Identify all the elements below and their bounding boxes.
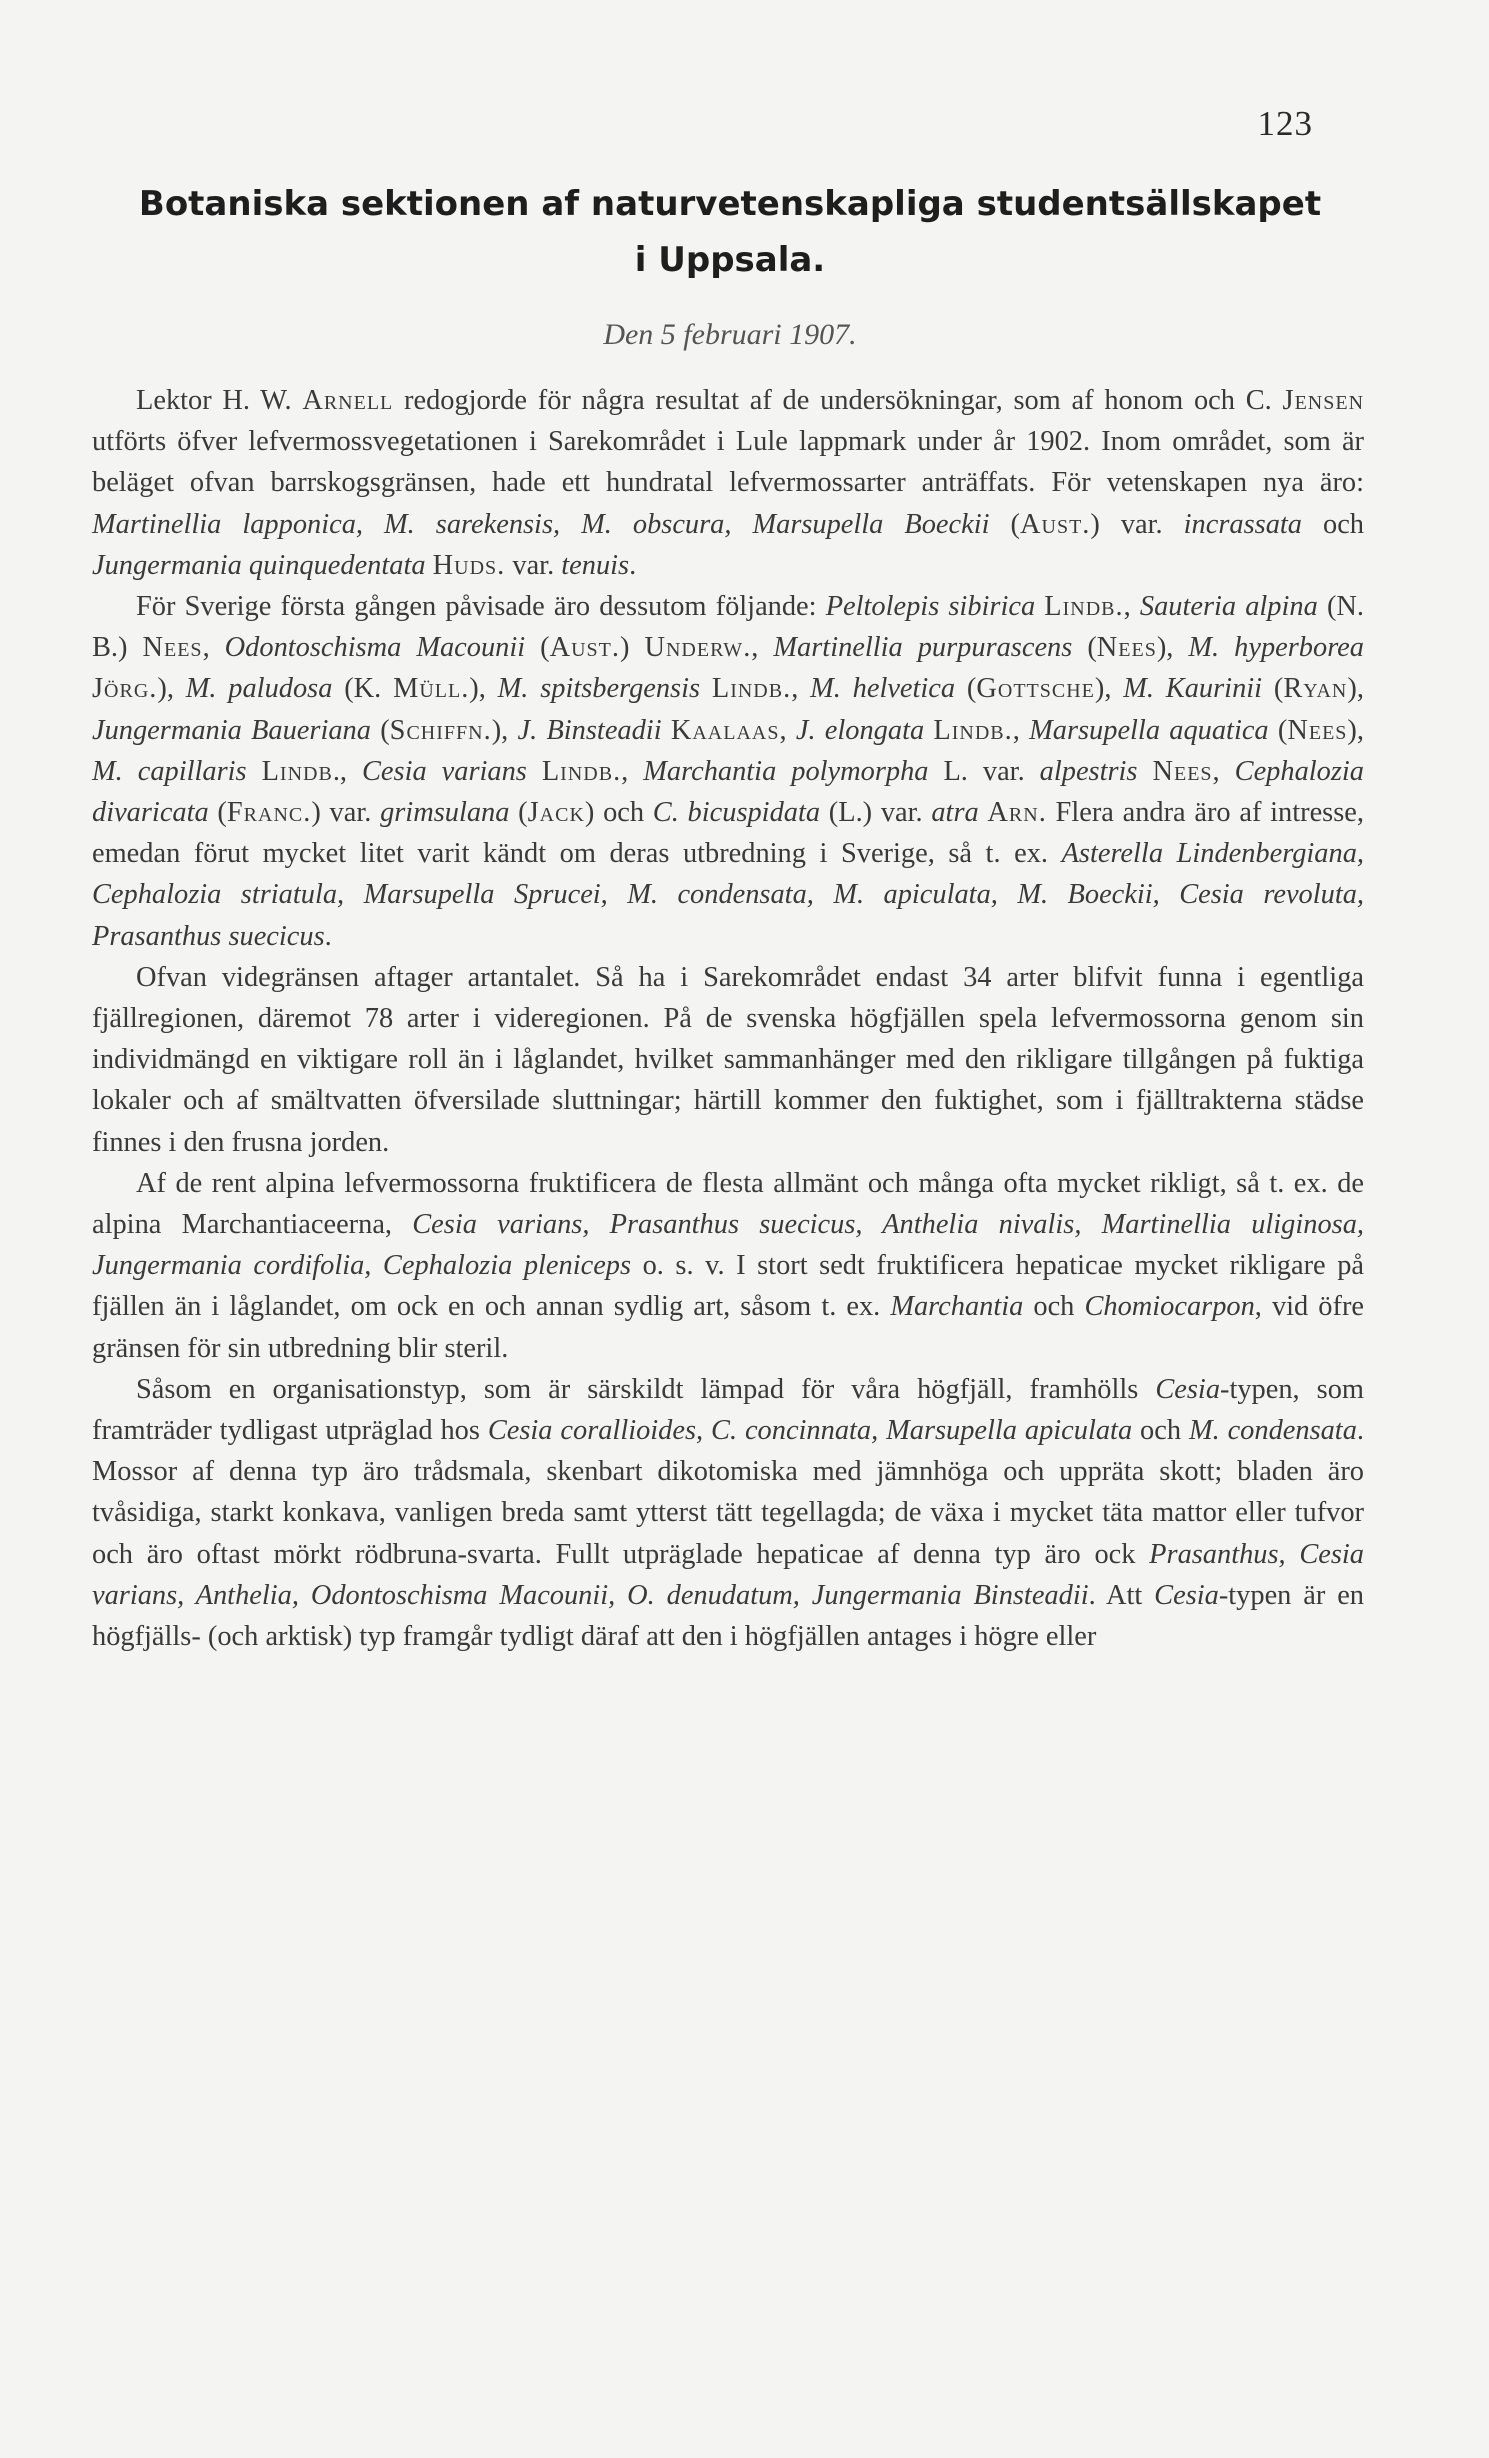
p2-text: ( [370, 714, 390, 746]
p2-text: ), [469, 673, 498, 705]
species-name: Cesia [1155, 1373, 1221, 1405]
section-heading-line-2: i Uppsala. [634, 240, 826, 280]
species-name: Sauteria alpina [1139, 591, 1318, 623]
p2-text: ( [509, 797, 528, 829]
paragraph-4 [92, 1163, 1364, 1369]
species-name: J. elongata [795, 714, 925, 746]
p2-text: ), [1156, 632, 1189, 664]
species-name: Martinellia purpurascens [773, 632, 1073, 664]
species-name: Chomiocarpon [1084, 1291, 1255, 1323]
species-name: atra [931, 797, 979, 829]
species-name: M. Kaurinii [1123, 673, 1263, 705]
p2-text [527, 756, 542, 787]
species-name: M. hyperborea [1188, 632, 1364, 664]
species-name: M. helvetica [810, 673, 956, 705]
author-name: Jensen [1282, 385, 1365, 416]
author-name: Lindb. [933, 714, 1013, 746]
p4-text: o. s. v. I stort sedt fruktificera hepaticae mycket rikligare på fjällen än i låglandet, om ock en och annan sydlig art, såsom t. ex. [92, 1250, 1365, 1323]
p2-text [662, 715, 671, 746]
species-name: Marchantia polymorpha [643, 755, 929, 787]
p2-text: ( [525, 632, 550, 664]
paragraph-1 [92, 380, 1364, 586]
p2-text: , [1012, 714, 1030, 746]
species-name: Prasanthus, Cesia varians, Anthelia, Odontoschisma Macounii, O. denudatum, Jungermania Binsteadii [92, 1538, 1364, 1611]
p2-text: . [324, 920, 332, 952]
species-name: M. paludosa [185, 673, 333, 705]
p2-text: ., [332, 755, 362, 787]
p2-text [700, 673, 712, 704]
p4-text: och [1023, 1291, 1085, 1323]
p2-text [1035, 591, 1044, 622]
p2-text: , [751, 632, 774, 664]
p2-text: , [791, 673, 811, 705]
p1-text: ) var. [1090, 508, 1184, 540]
p2-text: ), [491, 714, 518, 746]
p2-text: ), [157, 673, 186, 705]
p2-text: (L.) var. [820, 797, 932, 829]
p4-text: Af de rent alpina lefvermossorna fruktificera de flesta allmänt och många ofta mycket rikligt, så t. ex. de alpina Marchantiaceerna, [92, 1167, 1364, 1241]
species-name: Cesia corallioides, C. concinnata, Marsupella apiculata [487, 1415, 1133, 1447]
p2-text: (K. [332, 673, 394, 705]
p2-text: , [779, 714, 796, 746]
author-name: Nees [142, 632, 203, 664]
p2-text: ), [1347, 673, 1364, 705]
article-body [92, 380, 1364, 1657]
author-name: Nees [1152, 755, 1213, 787]
p1-text: redogjorde för några resultat af de undersökningar, som af honom och C. [393, 385, 1283, 416]
p2-text: (N. B.) [92, 591, 1364, 664]
author-name: Nees [1287, 714, 1348, 746]
author-name: Underw. [644, 632, 752, 664]
section-heading-line-1: Botaniska sektionen af naturvetenskapliga studentsällskapet [138, 184, 1322, 224]
p5-text: -typen är en högfjälls- (och arktisk) typ framgår tydligt däraf att den i högfjällen antages i högre eller [92, 1579, 1364, 1653]
p5-text: och [1132, 1415, 1189, 1447]
p1-text: utförts öfver lefvermossvegetationen i Sarekområdet i Lule lappmark under år 1902. Inom området, som är beläget ofvan barrskogsgränsen, hade ett hundratal lefvermossarter anträffats. För vetenskapen nya äro: [92, 426, 1364, 499]
species-name: Martinellia lapponica, M. sarekensis, M. obscura, Marsupella Boeckii [92, 508, 990, 540]
author-name: Franc. [226, 797, 312, 829]
species-name: tenuis [561, 549, 630, 581]
author-name: Aust. [1020, 508, 1091, 540]
p2-text: , [202, 632, 225, 664]
author-name: Gottsche [976, 673, 1095, 705]
author-name: Arn. [987, 797, 1047, 829]
species-name: J. Binsteadii [517, 714, 662, 746]
paragraph-2 [92, 586, 1364, 957]
species-name: Cephalozia divaricata [92, 755, 1364, 829]
p2-text [1137, 756, 1152, 787]
author-name: Jack [527, 797, 585, 829]
p2-text: ( [955, 673, 977, 705]
species-name: Marsupella aquatica [1029, 714, 1269, 746]
author-name: Lindb. [541, 755, 622, 787]
species-name: M. spitsbergensis [497, 673, 701, 705]
author-name: Schiffn. [389, 714, 492, 746]
p2-text: ) [620, 632, 645, 664]
species-name: incrassata [1183, 508, 1302, 540]
author-name: Arnell [302, 385, 394, 416]
section-heading [90, 176, 1370, 288]
p2-text: För Sverige första gången påvisade äro dessutom följande: [136, 591, 826, 623]
author-name: Jörg. [92, 673, 158, 705]
author-name: Ryan [1283, 673, 1348, 705]
paragraph-3: Ofvan videgränsen aftager artantalet. Så ha i Sarekområdet endast 34 arter blifvit funna i egentliga fjällregionen, däremot 78 arter i videregionen. På de svenska högfjällen spela lefvermossorna genom sin individmängd en viktigare roll än i låglandet, hvilket sammanhänger med den rikligare tillgången på fuktiga lokaler och af smältvatten öfversilade sluttningar; härtill kommer den fuktighet, som i fjälltrakterna städse finnes i den frusna jorden. [92, 961, 1364, 1158]
p2-text: Flera andra äro af intresse, emedan förut mycket litet varit kändt om deras utbredning i Sverige, så t. ex. [92, 797, 1364, 870]
author-name: Lindb. [1044, 591, 1124, 623]
species-name: Cesia varians [362, 755, 527, 787]
author-name: Nees [1096, 632, 1157, 664]
p5-text: . Att [1088, 1579, 1155, 1611]
author-name: Huds. [432, 549, 506, 581]
p1-text: var. [505, 549, 562, 581]
species-name: Jungermania quinquedentata [92, 549, 426, 581]
p4-text: , vid öfre gränsen för sin utbredning blir steril. [92, 1291, 1364, 1364]
p2-text: ( [1072, 632, 1097, 664]
p2-text: ( [1262, 673, 1284, 705]
p2-text: L. var. [928, 755, 1040, 787]
author-name: Lindb [261, 755, 333, 787]
species-name: Asterella Lindenbergiana, Cephalozia striatula, Marsupella Sprucei, M. condensata, M. apiculata, M. Boeckii, Cesia revoluta, Prasanthus suecicus [92, 838, 1364, 952]
page-number: 123 [1257, 104, 1313, 143]
species-name: grimsulana [380, 797, 510, 829]
p2-text: ( [1268, 714, 1288, 746]
p1-text: och [1301, 508, 1364, 540]
species-name: Cesia [1154, 1579, 1219, 1611]
p1-text: . [629, 549, 637, 581]
p5-text: -typen, som framträder tydligast utpräglad hos [92, 1373, 1364, 1447]
author-name: Müll. [393, 673, 470, 705]
species-name: alpestris [1039, 755, 1138, 787]
author-name: Aust. [549, 632, 620, 664]
author-name: Kaalaas [670, 714, 780, 746]
p2-text: , [1212, 755, 1235, 787]
p2-text: , [1123, 591, 1140, 623]
species-name: Cesia varians, Prasanthus suecicus, Anthelia nivalis, Martinellia uliginosa, Jungermania cordifolia, Cephalozia pleniceps [92, 1209, 1364, 1282]
species-name: Peltolepis sibirica [825, 591, 1036, 623]
p2-text: ) var. [311, 797, 381, 829]
p1-text [426, 550, 433, 581]
species-name: M. condensata [1188, 1415, 1357, 1447]
paragraph-5 [92, 1369, 1364, 1657]
p1-text: ( [989, 508, 1020, 540]
p1-text: Lektor H. W. [136, 385, 303, 416]
species-name: Marchantia [890, 1291, 1024, 1323]
p2-text [247, 756, 262, 787]
p2-text: , [621, 755, 644, 787]
p2-text: ), [1094, 673, 1124, 705]
author-name: Lindb. [711, 673, 792, 705]
meeting-date: Den 5 februari 1907. [603, 318, 857, 351]
p2-text: ) och [584, 797, 653, 829]
species-name: C. bicuspidata [652, 797, 821, 829]
species-name: Odontoschisma Macounii [224, 632, 526, 664]
p2-text: ( [208, 797, 227, 829]
p2-text: ), [1347, 714, 1364, 746]
p5-text: Såsom en organisationstyp, som är särskildt lämpad för våra högfjäll, framhölls [136, 1373, 1156, 1405]
p5-text: . Mossor af denna typ äro trådsmala, skenbart dikotomiska med jämnhöga och uppräta skott; bladen äro tvåsidiga, starkt konkava, vanligen breda samt ytterst tätt tegellagda; de växa i mycket täta mattor eller tufvor och äro oftast mörkt rödbruna-svarta. Fullt utpräglade hepaticae af denna typ äro ock [92, 1415, 1365, 1570]
species-name: M. capillaris [92, 755, 247, 787]
species-name: Jungermania Baueriana [92, 714, 371, 746]
